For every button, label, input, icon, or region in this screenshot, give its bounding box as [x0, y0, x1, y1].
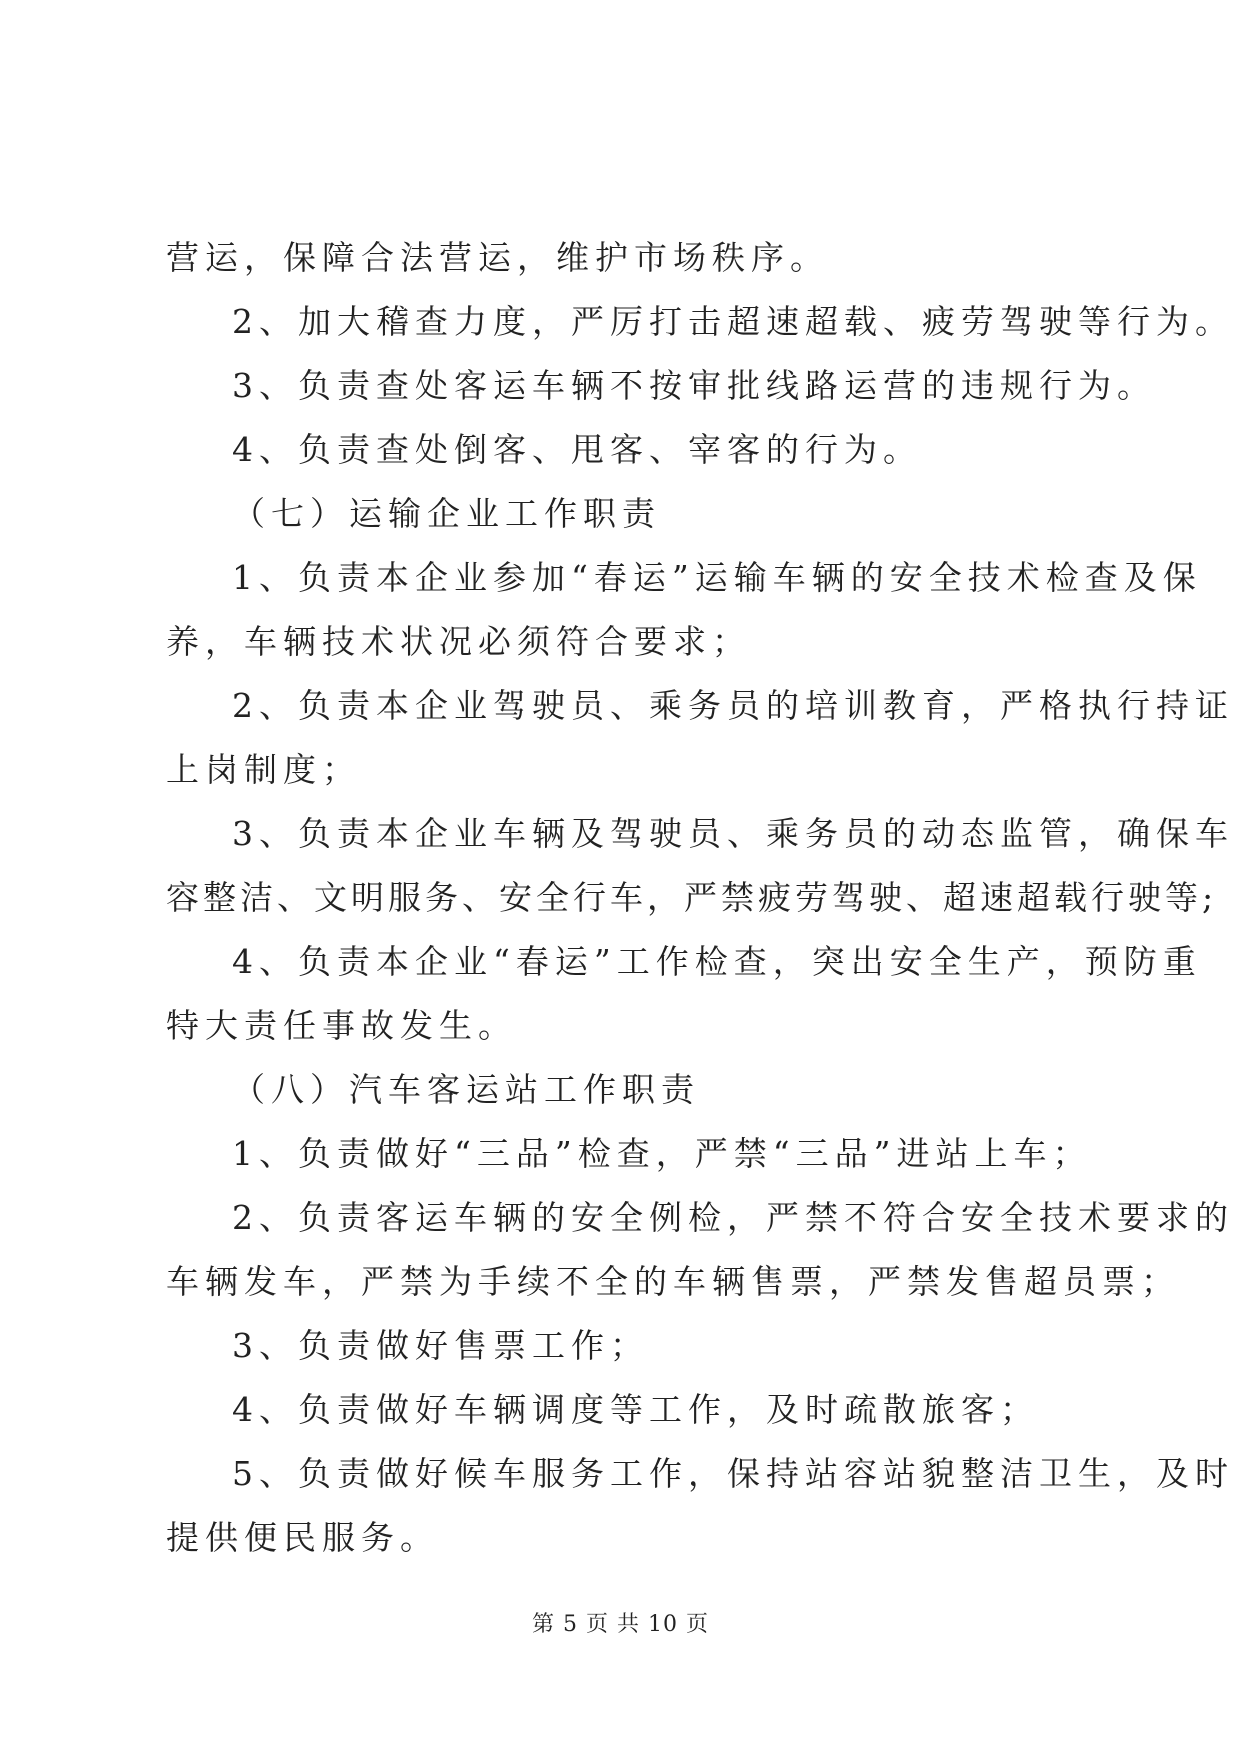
- text-line: 3、负责做好售票工作；: [232, 1326, 649, 1365]
- text-line: 容整洁、文明服务、安全行车，严禁疲劳驾驶、超速超载行驶等;: [166, 878, 1218, 917]
- section-heading: （八）汽车客运站工作职责: [232, 1070, 700, 1109]
- text-line: 上岗制度；: [166, 750, 361, 789]
- text-line: 车辆发车，严禁为手续不全的车辆售票，严禁发售超员票；: [166, 1262, 1180, 1301]
- text-line: 提供便民服务。: [166, 1518, 439, 1557]
- text-line: 2、负责客运车辆的安全例检，严禁不符合安全技术要求的: [232, 1198, 1234, 1237]
- text-line: 2、加大稽查力度，严厉打击超速超载、疲劳驾驶等行为。: [232, 302, 1234, 341]
- text-line: 养，车辆技术状况必须符合要求；: [166, 622, 751, 661]
- text-line: 1、负责做好“三品”检查，严禁“三品”进站上车；: [232, 1134, 1092, 1173]
- text-line: 4、负责查处倒客、甩客、宰客的行为。: [232, 430, 922, 469]
- text-line: 3、负责查处客运车辆不按审批线路运营的违规行为。: [232, 366, 1156, 405]
- text-line: 4、负责做好车辆调度等工作，及时疏散旅客；: [232, 1390, 1039, 1429]
- text-line: 营运，保障合法营运，维护市场秩序。: [166, 238, 829, 277]
- page-number-footer: 第 5 页 共 10 页: [532, 1612, 709, 1637]
- text-line: 4、负责本企业“春运”工作检查，突出安全生产，预防重: [232, 942, 1202, 981]
- text-line: 3、负责本企业车辆及驾驶员、乘务员的动态监管，确保车: [232, 814, 1234, 853]
- document-body: [166, 226, 1234, 1570]
- text-line: 1、负责本企业参加“春运”运输车辆的安全技术检查及保: [232, 558, 1202, 597]
- text-line: 特大责任事故发生。: [166, 1006, 517, 1045]
- section-heading: （七）运输企业工作职责: [232, 494, 661, 533]
- text-line: 2、负责本企业驾驶员、乘务员的培训教育，严格执行持证: [232, 686, 1234, 725]
- text-line: 5、负责做好候车服务工作，保持站容站貌整洁卫生，及时: [232, 1454, 1234, 1493]
